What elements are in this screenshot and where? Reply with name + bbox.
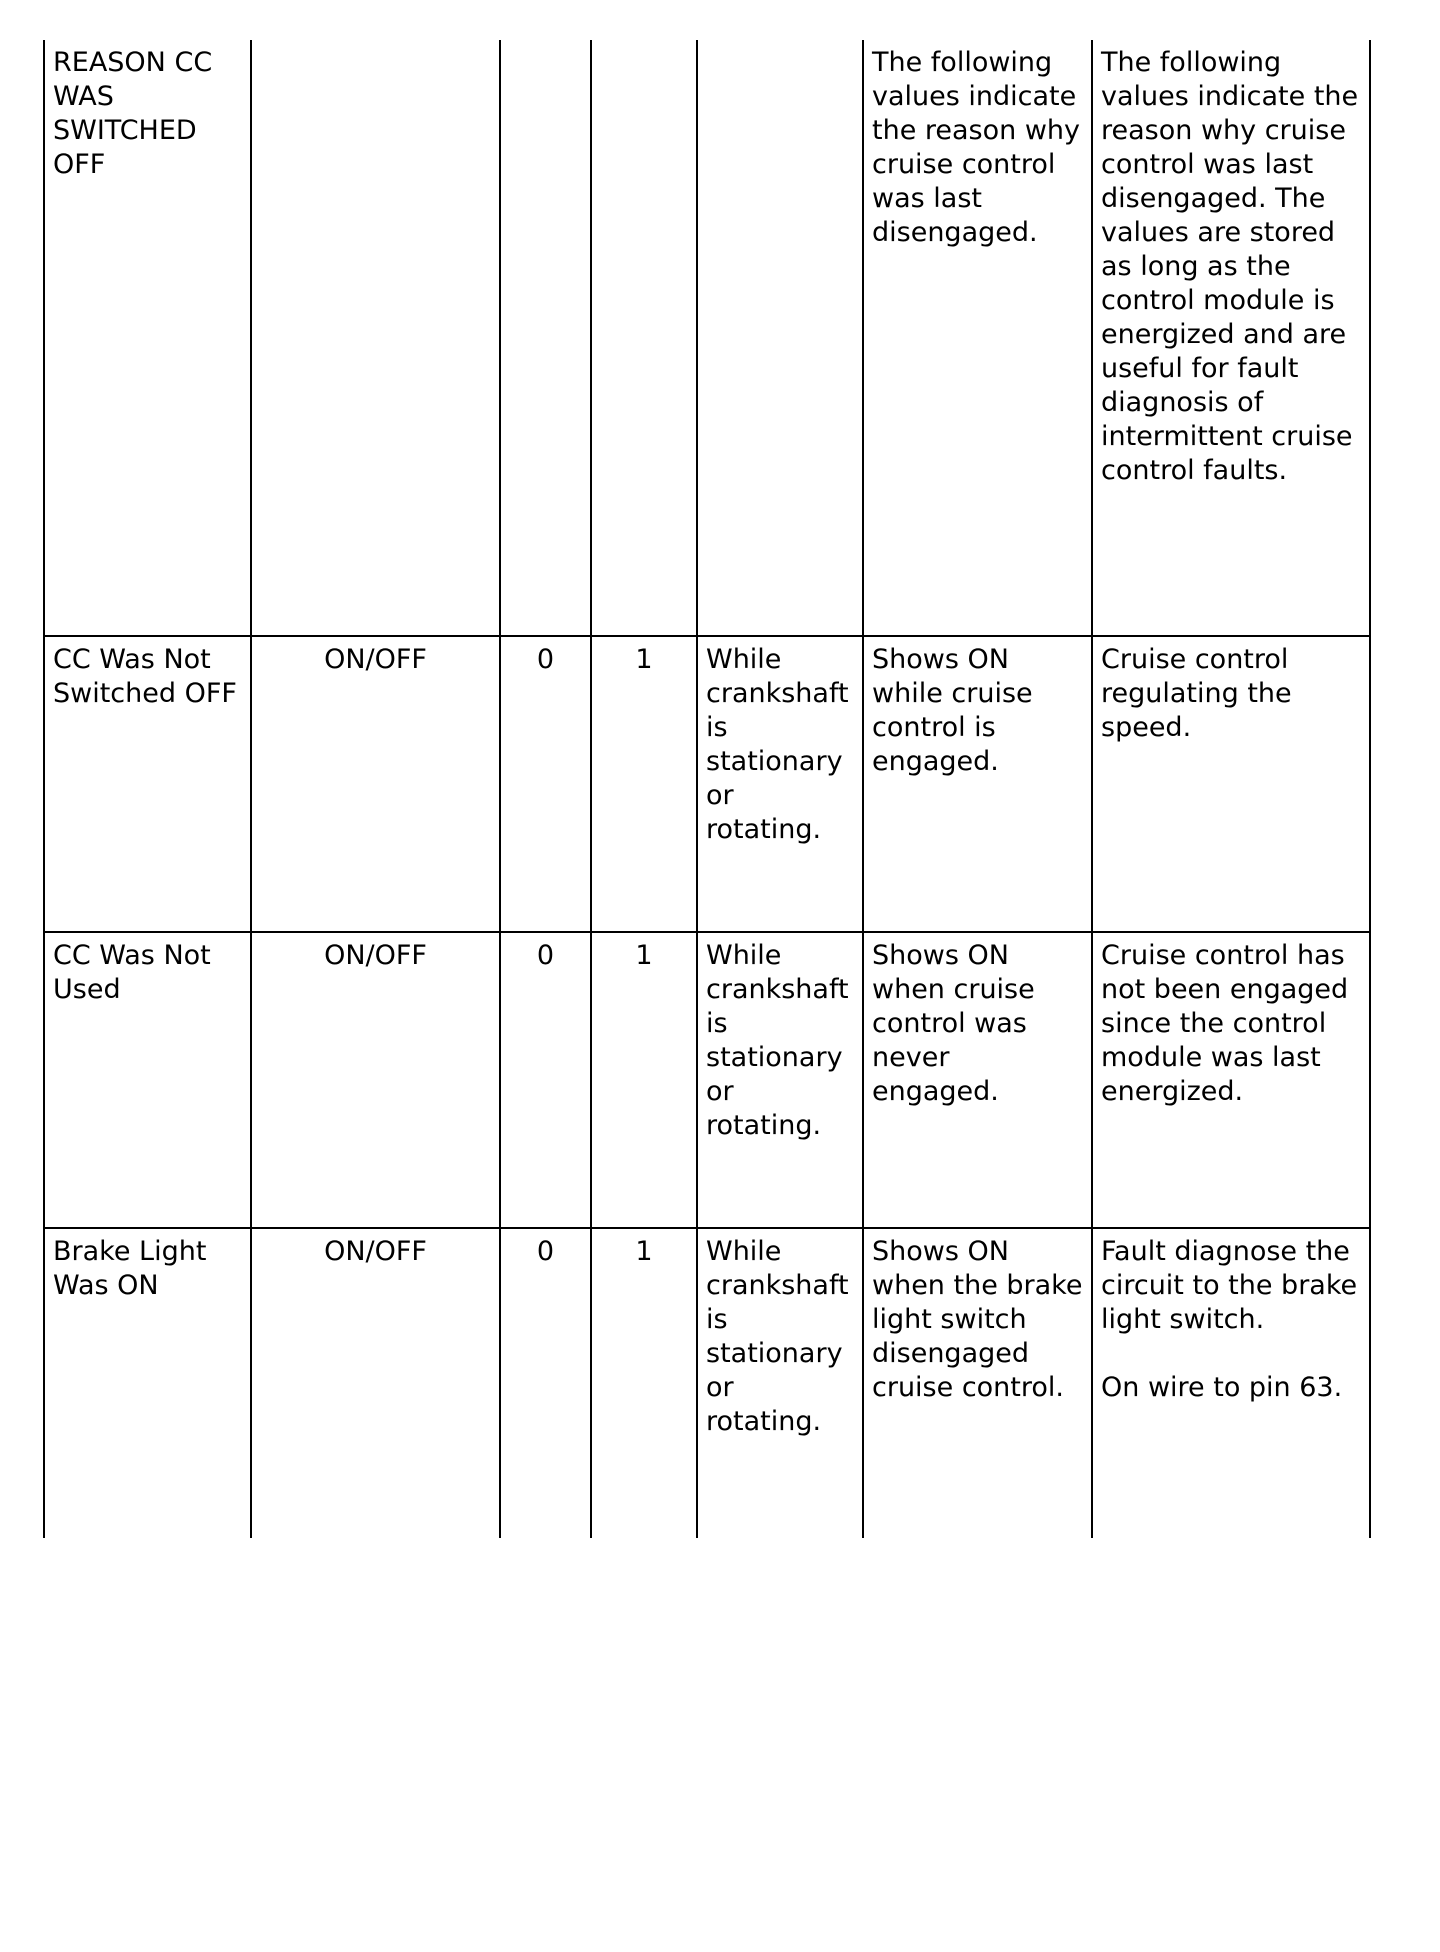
- typical-value-text: Shows ON when the brake light switch disengaged cruise control.: [872, 1236, 1092, 1403]
- unit-value: ON/OFF: [324, 940, 427, 971]
- typical-value-cell: [863, 1228, 1092, 1538]
- min-value: 0: [536, 1236, 555, 1267]
- description-cell: [1092, 636, 1370, 932]
- parameter-name-cell: [44, 932, 251, 1228]
- description-text: Cruise control has not been engaged since the control module was last energized.: [1101, 940, 1357, 1107]
- typical-value-text: Shows ON while cruise control is engaged.: [872, 644, 1042, 777]
- max-cell: [591, 932, 697, 1228]
- unit-cell: [251, 40, 500, 636]
- condition-cell: [697, 636, 863, 932]
- min-cell: [500, 636, 591, 932]
- description-cell: [1092, 1228, 1370, 1538]
- description-cell: [1092, 932, 1370, 1228]
- parameter-name: Brake Light Was ON: [53, 1236, 216, 1301]
- parameter-name: CC Was Not Switched OFF: [53, 644, 237, 709]
- parameter-table: [43, 40, 1371, 1538]
- description-cell: [1092, 40, 1370, 636]
- description-note: On wire to pin 63.: [1101, 1372, 1343, 1403]
- typical-value-cell: [863, 932, 1092, 1228]
- unit-cell: [251, 1228, 500, 1538]
- description-text: The following values indicate the reason why cruise control was last disengaged. The values are stored as long as the control module is energized and are useful for fault diagnosis of intermittent cruise control faults.: [1101, 47, 1367, 486]
- unit-cell: [251, 636, 500, 932]
- min-value: 0: [536, 644, 555, 675]
- condition-text: While crankshaft is stationary or rotating.: [706, 1236, 858, 1437]
- typical-value-cell: [863, 636, 1092, 932]
- description-text: Cruise control regulating the speed.: [1101, 644, 1301, 743]
- parameter-name-cell: [44, 1228, 251, 1538]
- max-value: 1: [635, 1236, 653, 1267]
- condition-cell: [697, 932, 863, 1228]
- max-cell: [591, 636, 697, 932]
- condition-text: While crankshaft is stationary or rotating.: [706, 644, 858, 845]
- table-row: [44, 932, 1370, 1228]
- max-value: 1: [635, 940, 653, 971]
- unit-cell: [251, 932, 500, 1228]
- table-row: [44, 1228, 1370, 1538]
- parameter-name-cell: [44, 636, 251, 932]
- parameter-name-cell: [44, 40, 251, 636]
- max-value: 1: [635, 644, 653, 675]
- table-row: [44, 636, 1370, 932]
- min-cell: [500, 1228, 591, 1538]
- min-value: 0: [536, 940, 555, 971]
- condition-text: While crankshaft is stationary or rotating.: [706, 940, 858, 1141]
- typical-value-text: The following values indicate the reason why cruise control was last disengaged.: [872, 47, 1089, 248]
- parameter-name: REASON CC WAS SWITCHED OFF: [53, 47, 221, 180]
- condition-cell: [697, 1228, 863, 1538]
- description-text: Fault diagnose the circuit to the brake light switch.: [1101, 1236, 1366, 1335]
- min-cell: [500, 932, 591, 1228]
- max-cell: [591, 1228, 697, 1538]
- typical-value-text: Shows ON when cruise control was never engaged.: [872, 940, 1044, 1107]
- unit-value: ON/OFF: [324, 1236, 427, 1267]
- parameter-name: CC Was Not Used: [53, 940, 220, 1005]
- min-cell: [500, 40, 591, 636]
- typical-value-cell: [863, 40, 1092, 636]
- unit-value: ON/OFF: [324, 644, 427, 675]
- paragraph-gap: [1101, 1337, 1361, 1371]
- table-row: [44, 40, 1370, 636]
- condition-cell: [697, 40, 863, 636]
- max-cell: [591, 40, 697, 636]
